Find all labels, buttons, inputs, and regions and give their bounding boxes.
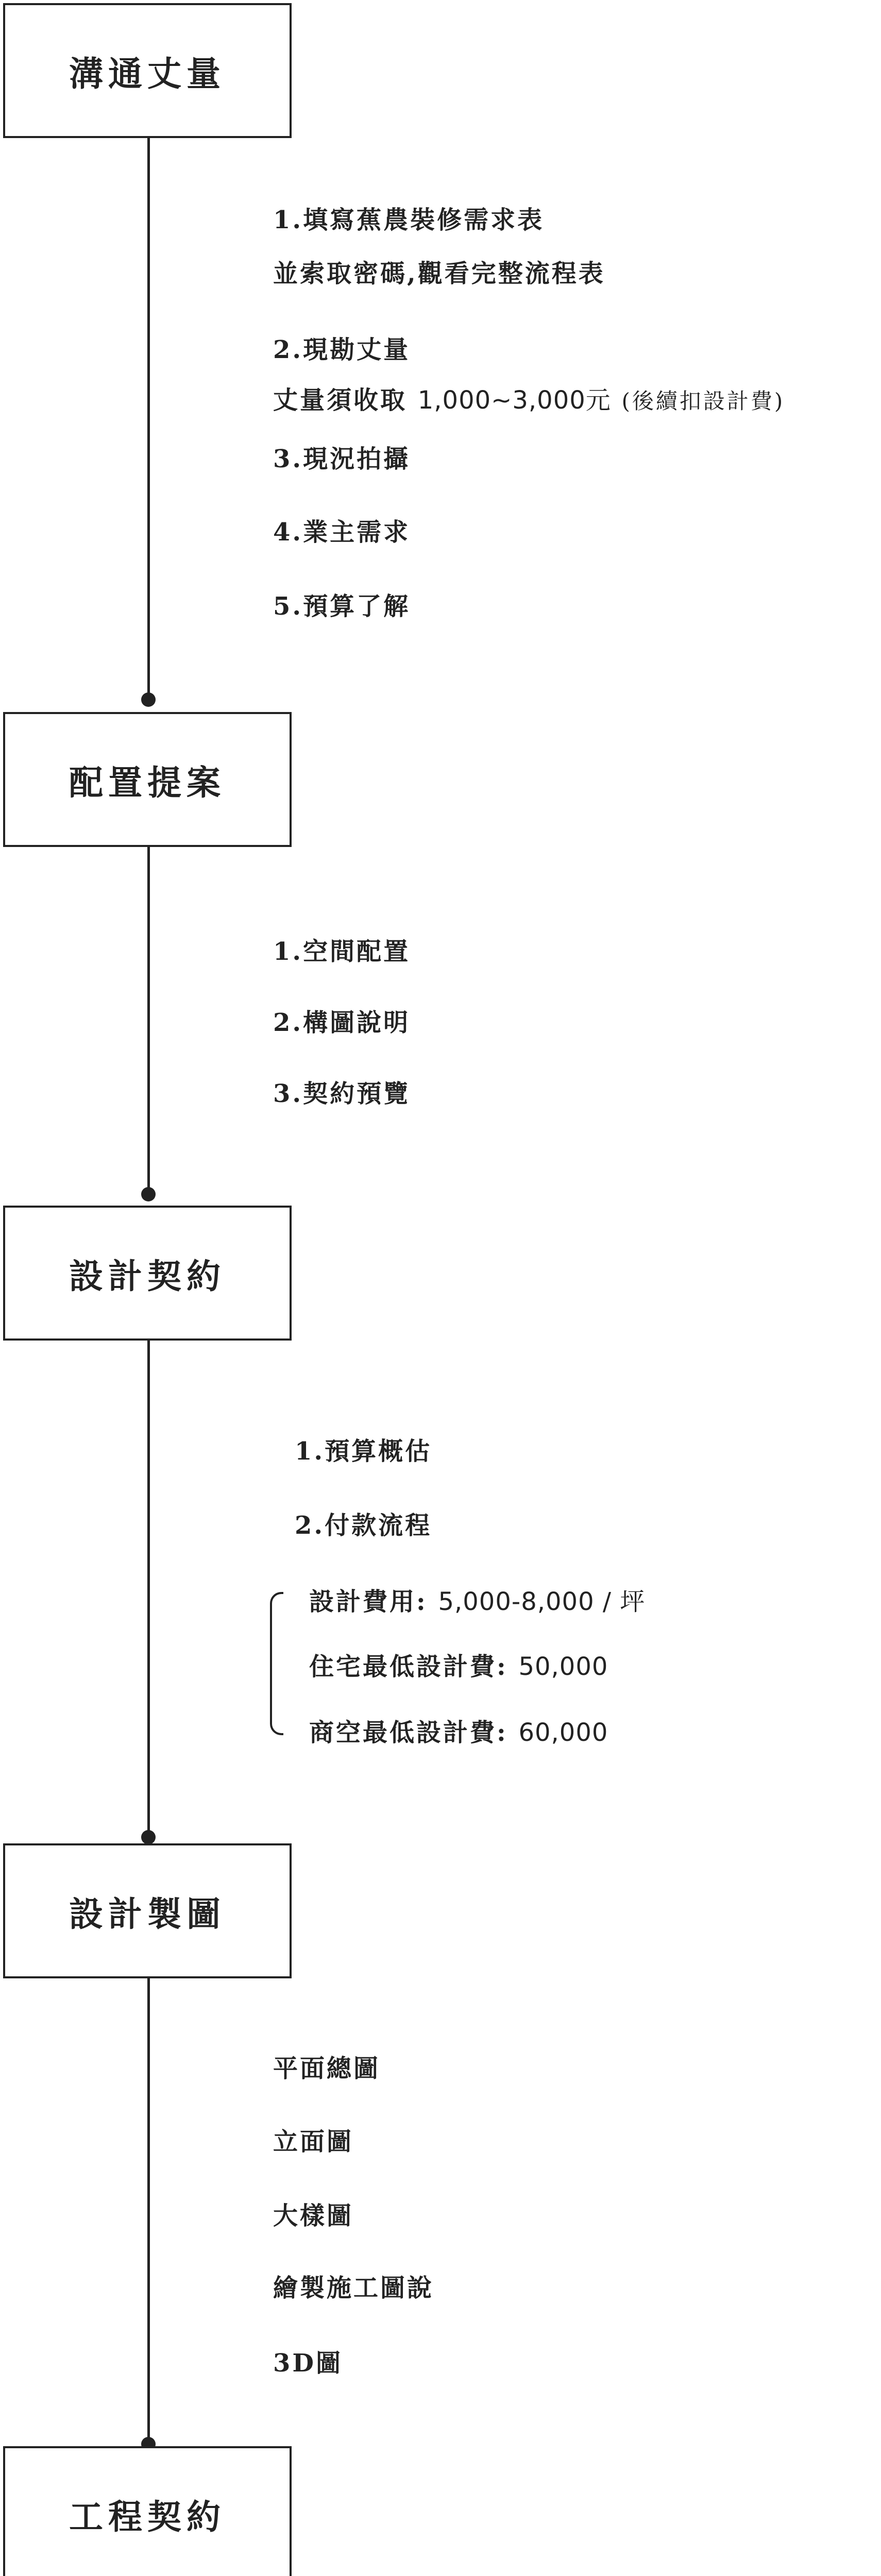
step1-item-1: 1.填寫蕉農裝修需求表 xyxy=(273,206,545,234)
fee-label-residential: 住宅最低設計費: xyxy=(309,1652,508,1681)
flow-dot-2 xyxy=(141,1187,156,1201)
step-title-5: 工程契約 xyxy=(3,2446,292,2576)
step-title-1: 溝通丈量 xyxy=(3,3,292,138)
step4-item-3: 大樣圖 xyxy=(273,2201,354,2230)
step1-item-4 xyxy=(273,380,785,416)
flow-dot-1 xyxy=(141,692,156,707)
step4-item-4: 繪製施工圖說 xyxy=(273,2274,434,2302)
step3-item-2: 2.付款流程 xyxy=(295,1511,432,1540)
step-title-3: 設計契約 xyxy=(3,1206,292,1341)
fee-label-commercial: 商空最低設計費: xyxy=(309,1718,508,1747)
flow-dot-3 xyxy=(141,1830,156,1844)
step1-item-6: 4.業主需求 xyxy=(273,518,411,547)
fee-row-commercial xyxy=(309,1713,608,1748)
fee-value-commercial: 60,000 xyxy=(518,1718,608,1747)
fee-value-residential: 50,000 xyxy=(518,1652,608,1681)
step4-item-5: 3D圖 xyxy=(273,2349,343,2378)
step1-item-3: 2.現勘丈量 xyxy=(273,335,411,364)
step2-item-3: 3.契約預覽 xyxy=(273,1079,411,1108)
step4-item-2: 立面圖 xyxy=(273,2127,354,2156)
fee-row-residential xyxy=(309,1647,608,1682)
step2-item-1: 1.空間配置 xyxy=(273,937,411,966)
step1-item-7: 5.預算了解 xyxy=(273,592,411,621)
step1-item-5: 3.現況拍攝 xyxy=(273,445,411,473)
flow-line-1 xyxy=(147,137,150,700)
survey-fee-note: (後續扣設計費) xyxy=(621,388,785,414)
step1-item-2: 並索取密碼,觀看完整流程表 xyxy=(273,259,605,288)
fee-row-design xyxy=(309,1582,645,1617)
survey-fee-label: 丈量須收取 xyxy=(273,386,408,415)
flow-line-3 xyxy=(147,1338,150,1837)
survey-fee-range: 1,000~3,000元 xyxy=(417,386,611,415)
step4-item-1: 平面總圖 xyxy=(273,2054,381,2083)
fee-value-design: 5,000-8,000 / 坪 xyxy=(438,1587,646,1616)
step-title-2: 配置提案 xyxy=(3,712,292,847)
flow-line-2 xyxy=(147,845,150,1194)
step2-item-2: 2.構圖說明 xyxy=(273,1008,411,1037)
step-title-4: 設計製圖 xyxy=(3,1843,292,1978)
flow-line-4 xyxy=(147,1976,150,2444)
fee-bracket xyxy=(270,1592,283,1735)
step3-item-1: 1.預算概估 xyxy=(295,1437,432,1466)
fee-label-design: 設計費用: xyxy=(309,1587,428,1616)
